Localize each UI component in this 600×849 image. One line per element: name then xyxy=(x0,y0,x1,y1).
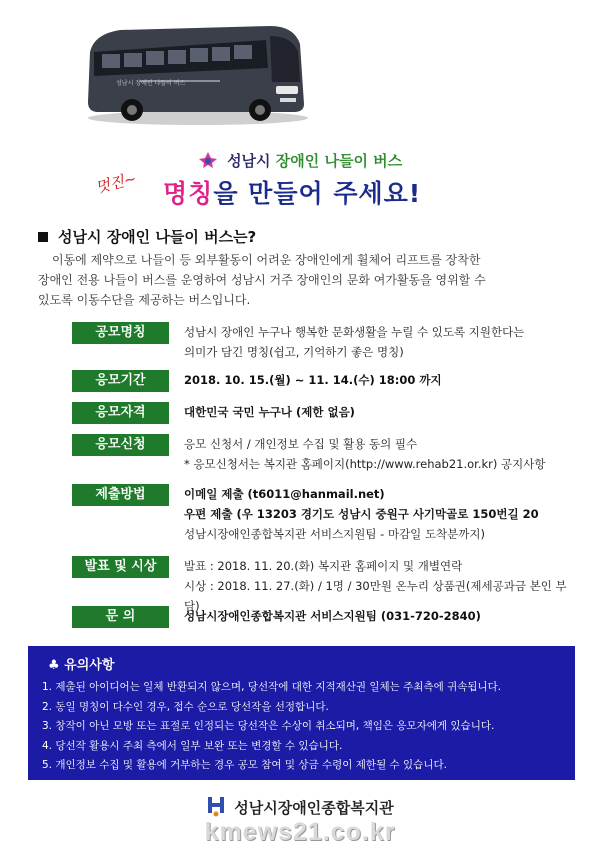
row-line: 대한민국 국민 누구나 (제한 없음) xyxy=(184,405,355,419)
row-text xyxy=(184,322,574,362)
label-submission: 제출방법 xyxy=(72,484,169,506)
headline-rest: 을 만들어 주세요! xyxy=(213,179,422,208)
headline-name-word: 명칭 xyxy=(163,179,214,208)
seongnam-logo-icon xyxy=(198,151,218,173)
row-line: 2018. 10. 15.(월) ~ 11. 14.(수) 18:00 까지 xyxy=(184,373,442,387)
row-text xyxy=(184,434,574,474)
label-announcement: 발표 및 시상 xyxy=(72,556,169,578)
bus-image xyxy=(80,12,310,127)
row-line: 우편 제출 (우 13203 경기도 성남시 중원구 사기막골로 150번길 20 xyxy=(184,507,539,521)
footer-org-name: 성남시장애인종합복지관 xyxy=(234,799,394,817)
headline-main xyxy=(163,174,421,210)
row-text xyxy=(184,370,574,390)
notice-item: 1. 제출된 아이디어는 일체 반환되지 않으며, 당선작에 대한 지적재산권 일체는 주최측에 귀속됩니다. xyxy=(42,681,502,693)
notice-box xyxy=(28,646,575,780)
intro-line: 장애인 전용 나들이 버스를 운영하여 성남시 거주 장애인의 문화 여가활동을 영위할 수 xyxy=(38,273,486,287)
label-eligibility: 응모자격 xyxy=(72,402,169,424)
row-text xyxy=(184,606,574,626)
row-line: 이메일 제출 (t6011@hanmail.net) xyxy=(184,487,385,501)
city-title xyxy=(0,150,600,173)
row-line: 시상 : 2018. 11. 27.(화) / 1명 / 30만원 온누리 상품권(제세공과금 본인 부담) xyxy=(184,579,567,613)
label-period: 응모기간 xyxy=(72,370,169,392)
square-bullet-icon xyxy=(38,232,48,242)
row-line: 응모 신청서 / 개인정보 수집 및 활용 동의 필수 xyxy=(184,437,418,451)
headline xyxy=(93,169,535,212)
section-heading xyxy=(38,226,256,247)
row-line: * 응모신청서는 복지관 홈페이지(http://www.rehab21.or.kr) 공지사항 xyxy=(184,457,546,471)
label-contest-name: 공모명칭 xyxy=(72,322,169,344)
row-line: 의미가 담긴 명칭(쉽고, 기억하기 좋은 명칭) xyxy=(184,345,404,359)
row-line: 성남시장애인종합복지관 서비스지원팀 - 마감일 도착분까지) xyxy=(184,527,485,541)
intro-line: 있도록 이동수단을 제공하는 버스입니다. xyxy=(38,293,251,307)
headline-deco: 멋진~ xyxy=(93,169,139,197)
notice-item: 3. 창작이 아닌 모방 또는 표절로 인정되는 당선작은 수상이 취소되며, 책임은 응모자에게 있습니다. xyxy=(42,720,495,732)
row-line: 발표 : 2018. 11. 20.(화) 복지관 홈페이지 및 개별연락 xyxy=(184,559,463,573)
intro-line: 이동에 제약으로 나들이 등 외부활동이 어려운 장애인에게 휠체어 리프트를 장착한 xyxy=(52,253,481,267)
label-inquiry: 문 의 xyxy=(72,606,169,628)
bus-name: 장애인 나들이 버스 xyxy=(275,152,403,170)
watermark: kmews21.co.kr xyxy=(204,818,396,846)
notice-list xyxy=(42,678,567,776)
row-line: 성남시 장애인 누구나 행복한 문화생활을 누릴 수 있도록 지원한다는 xyxy=(184,325,525,339)
bus-sign-text: 성남시 장애인 나들이 버스 xyxy=(116,80,186,87)
intro-paragraph xyxy=(38,250,568,310)
notice-item: 5. 개인정보 수집 및 활용에 거부하는 경우 공모 참여 및 상금 수령이 제한될 수 있습니다. xyxy=(42,759,447,771)
notice-item: 4. 당선작 활용시 주최 측에서 일부 보완 또는 변경할 수 있습니다. xyxy=(42,739,343,752)
notice-heading: ♣ 유의사항 xyxy=(48,658,115,673)
notice-item: 2. 동일 명칭이 다수인 경우, 접수 순으로 당선작을 선정합니다. xyxy=(42,700,329,713)
row-text xyxy=(184,402,574,422)
row-text xyxy=(184,484,574,544)
label-application: 응모신청 xyxy=(72,434,169,456)
section-heading-text: 성남시 장애인 나들이 버스는? xyxy=(58,228,257,246)
row-line: 성남시장애인종합복지관 서비스지원팀 (031-720-2840) xyxy=(184,609,481,623)
city-name: 성남시 xyxy=(227,152,271,170)
